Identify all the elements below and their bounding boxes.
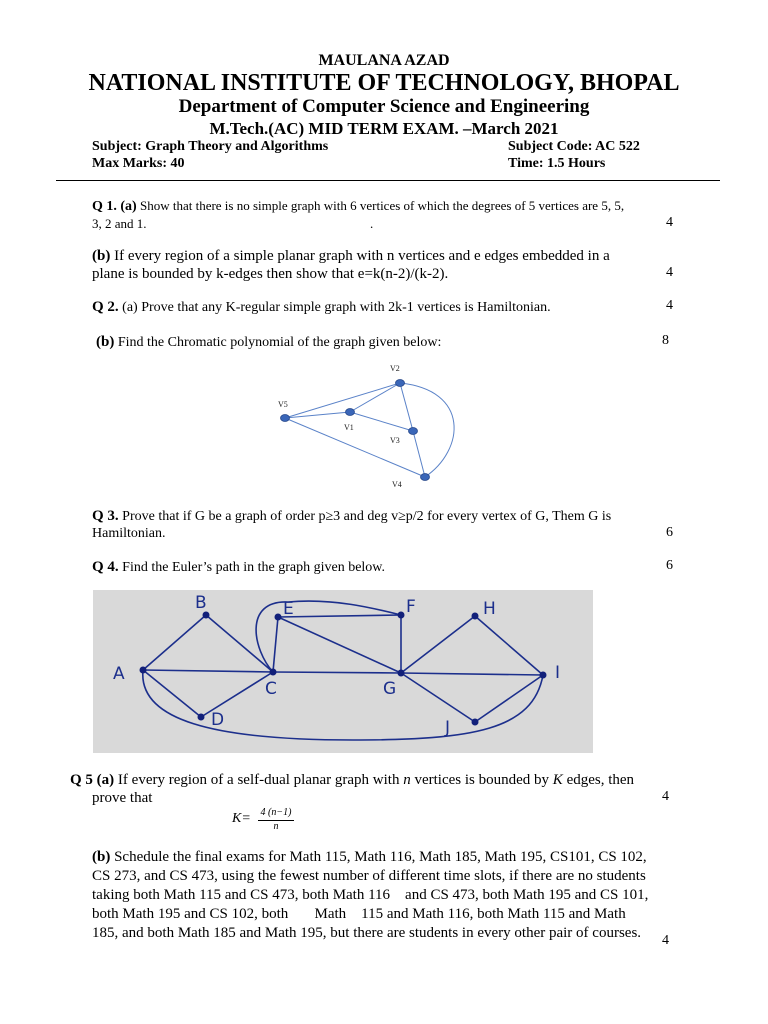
- question-4-marks: 6: [666, 558, 673, 573]
- exam-time: Time: 1.5 Hours: [508, 156, 606, 171]
- question-3: [92, 507, 611, 526]
- question-2b-text: Find the Chromatic polynomial of the graph given below:: [117, 335, 442, 350]
- label-v1: V1: [344, 423, 354, 432]
- edge-c-g: [273, 672, 401, 673]
- label-d: D: [211, 710, 225, 730]
- label-b: B: [195, 593, 207, 613]
- label-v5: V5: [278, 400, 288, 409]
- question-2a-label: Q 2.: [92, 299, 119, 315]
- edge-v2-v3: [400, 383, 413, 431]
- label-v3: V3: [390, 436, 400, 445]
- question-5b-line-5: 185, and both Math 185 and Math 195, but there are students in every other pair of courses.: [92, 925, 642, 941]
- institute-name: NATIONAL INSTITUTE OF TECHNOLOGY, BHOPAL: [88, 70, 680, 96]
- question-5b-line-2: CS 273, and CS 473, using the fewest number of different time slots, if there are no students: [92, 868, 646, 884]
- max-marks: Max Marks: 40: [92, 156, 185, 171]
- question-1b-label: (b): [92, 248, 111, 264]
- question-5a-var-k: K: [552, 772, 563, 788]
- question-1a: [92, 197, 624, 215]
- label-h: H: [483, 599, 496, 619]
- vertex-v2: [396, 380, 405, 387]
- question-1a-marks: 4: [666, 215, 673, 230]
- label-f: F: [406, 597, 416, 617]
- vertex-e: [275, 614, 282, 621]
- header-divider: [56, 180, 720, 181]
- edge-v1-v3: [350, 412, 413, 431]
- vertex-v5: [281, 415, 290, 422]
- subject-code: Subject Code: AC 522: [508, 139, 640, 154]
- question-5b-label: (b): [92, 849, 111, 865]
- vertex-v1: [346, 409, 355, 416]
- question-5a-text-post: edges, then: [562, 772, 635, 788]
- formula-numerator: 4 (n−1): [260, 807, 292, 818]
- question-5a-text-cont: prove that: [92, 790, 153, 806]
- vertex-a: [140, 667, 147, 674]
- label-v2: V2: [390, 364, 400, 373]
- label-a: A: [113, 664, 125, 684]
- institute-prefix: MAULANA AZAD: [318, 52, 450, 69]
- edge-v3-v4: [413, 431, 425, 477]
- label-c: C: [265, 679, 277, 699]
- vertex-d: [198, 714, 205, 721]
- question-3-text: Prove that if G be a graph of order p≥3 and deg v≥p/2 for every vertex of G, Them G is: [122, 509, 612, 524]
- photo-background: [93, 590, 593, 753]
- question-4-text: Find the Euler’s path in the graph given below.: [122, 560, 386, 575]
- vertex-c: [270, 669, 277, 676]
- question-3-marks: 6: [666, 525, 673, 540]
- question-2a-text: (a) Prove that any K-regular simple graph with 2k-1 vertices is Hamiltonian.: [122, 300, 551, 315]
- label-j: J: [445, 718, 451, 738]
- edge-v5-v4: [285, 418, 425, 477]
- question-1a-dot: .: [370, 216, 374, 231]
- question-2b-marks: 8: [662, 333, 669, 348]
- subject-name: Subject: Graph Theory and Algorithms: [92, 139, 329, 154]
- question-1b-marks: 4: [666, 265, 673, 280]
- vertex-j: [472, 719, 479, 726]
- vertex-i: [540, 672, 547, 679]
- question-5b-marks: 4: [662, 933, 669, 948]
- question-1a-text: Show that there is no simple graph with 6 vertices of which the degrees of 5 vertices are 5, 5,: [139, 198, 625, 213]
- question-1a-text-cont: 3, 2 and 1.: [92, 216, 147, 231]
- vertex-v3: [409, 428, 418, 435]
- question-5a-label: Q 5 (a): [70, 772, 115, 788]
- vertex-g: [398, 670, 405, 677]
- chromatic-graph-diagram: [270, 355, 470, 495]
- question-5a: [70, 771, 634, 790]
- chromatic-graph-edges: [285, 383, 454, 477]
- question-3-label: Q 3.: [92, 508, 119, 524]
- question-3-text-cont: Hamiltonian.: [92, 526, 166, 541]
- question-1b-text: If every region of a simple planar graph with n vertices and e edges embedded in a: [114, 248, 610, 264]
- edge-v1-v2: [350, 383, 400, 412]
- label-v4: V4: [392, 480, 402, 489]
- question-5b: [92, 848, 678, 943]
- label-i: I: [555, 663, 561, 683]
- question-5a-text-mid: vertices is bounded by: [410, 772, 553, 788]
- question-1b: [92, 247, 610, 266]
- question-1a-label: Q 1. (a): [92, 199, 137, 214]
- label-e: E: [283, 599, 294, 619]
- euler-graph-photo: [93, 590, 593, 753]
- vertex-v4: [421, 474, 430, 481]
- question-2a-marks: 4: [666, 298, 673, 313]
- exam-title: M.Tech.(AC) MID TERM EXAM. –March 2021: [209, 119, 559, 138]
- question-5b-line-4: both Math 195 and CS 102, both Math 115 and Math 116, both Math 115 and Math: [92, 906, 626, 922]
- question-2b-label: (b): [96, 334, 115, 350]
- question-5a-text-pre: If every region of a self-dual planar graph with: [117, 772, 404, 788]
- question-5b-line-1: Schedule the final exams for Math 115, Math 116, Math 185, Math 195, CS101, CS 102,: [114, 849, 647, 865]
- formula-lhs: K=: [232, 811, 251, 826]
- label-g: G: [383, 679, 397, 699]
- vertex-h: [472, 613, 479, 620]
- question-1b-text-cont: plane is bounded by k-edges then show that e=k(n-2)/(k-2).: [92, 266, 449, 282]
- question-4-label: Q 4.: [92, 559, 119, 575]
- question-4: [92, 558, 385, 577]
- vertex-f: [398, 612, 405, 619]
- question-5b-line-3: taking both Math 115 and CS 473, both Math 116 and CS 473, both Math 195 and CS 101,: [92, 887, 649, 903]
- question-5a-var-n: n: [403, 772, 411, 788]
- question-5a-marks: 4: [662, 789, 669, 804]
- question-2b: [96, 333, 441, 352]
- formula-denominator: n: [273, 821, 279, 832]
- department-name: Department of Computer Science and Engineering: [178, 96, 590, 117]
- question-2a: [92, 298, 551, 317]
